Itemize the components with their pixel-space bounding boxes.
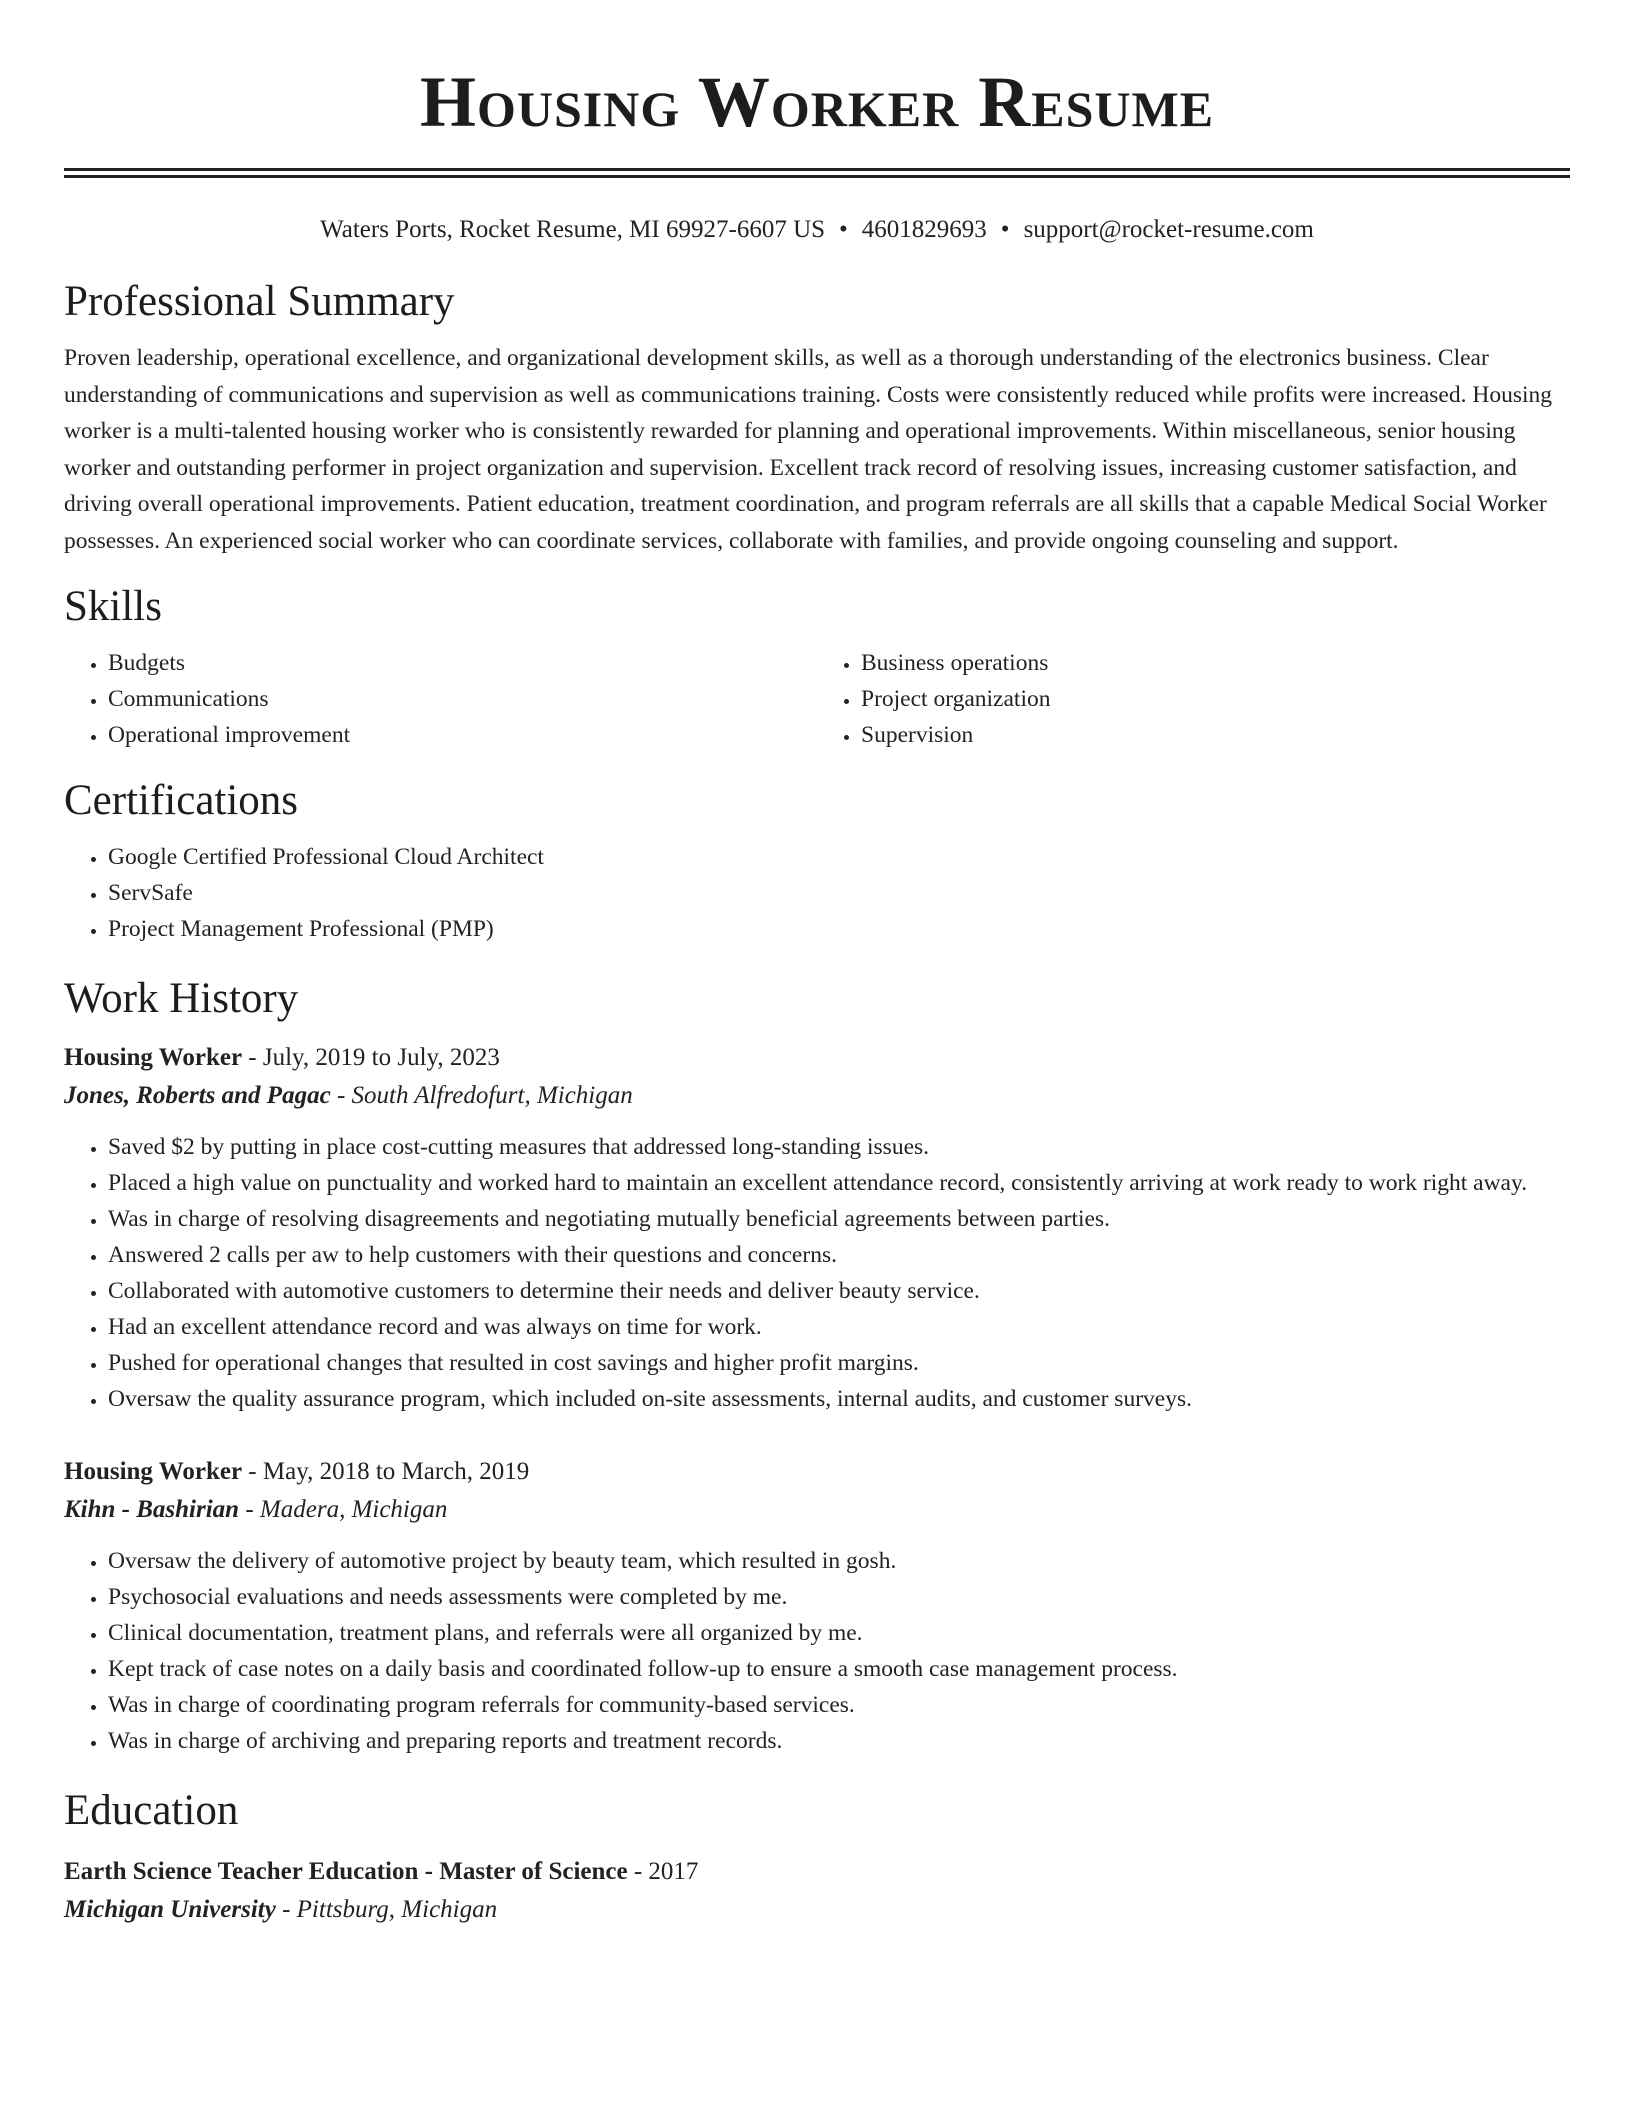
job-bullet: • Collaborated with automotive customers to determine their needs and deliver beauty service. (108, 1273, 1570, 1309)
job-company-line (64, 1491, 1570, 1529)
job-location: - Madera, Michigan (239, 1496, 448, 1523)
education-location: - Pittsburg, Michigan (275, 1896, 498, 1923)
education-heading: Education (64, 1787, 239, 1834)
job-dates: - May, 2018 to March, 2019 (242, 1458, 530, 1485)
certifications-list (64, 839, 1570, 947)
job-title-line (64, 1039, 1570, 1077)
job-bullet: • Clinical documentation, treatment plans, and referrals were all organized by me. (108, 1615, 1570, 1651)
certifications-section (64, 775, 1570, 947)
contact-separator: • (1000, 216, 1010, 243)
skill-item: • Project organization (861, 681, 1570, 717)
job-entry (64, 1453, 1570, 1759)
page-title: Housing Worker Resume (419, 62, 1215, 142)
job-bullets (64, 1543, 1570, 1759)
education-school-line (64, 1891, 1570, 1929)
certification-item: • Project Management Professional (PMP) (108, 911, 1570, 947)
summary-text: Proven leadership, operational excellence, and organizational development skills, as well as a thorough understanding of the electronics business. Clear understanding of communications and supervision as well as communications training. Costs were consistently reduced while profits were increased. Housing worker is a multi-talented housing worker who is consistently rewarded for planning and operational improvements. Within miscellaneous, senior housing worker and outstanding performer in project organization and supervision. Excellent track record of resolving issues, increasing customer satisfaction, and driving overall operational improvements. Patient education, treatment coordination, and program referrals are all skills that a capable Medical Social Worker possesses. An experienced social worker who can coordinate services, collaborate with families, and provide ongoing counseling and support. (64, 345, 1552, 554)
job-title-line (64, 1453, 1570, 1491)
education-section (64, 1785, 1570, 1929)
job-location: - South Alfredofurt, Michigan (330, 1082, 633, 1109)
job-company: Kihn - Bashirian (64, 1496, 240, 1523)
skills-list-right (817, 645, 1570, 753)
contact-address: Waters Ports, Rocket Resume, MI 69927-6607 US (320, 216, 826, 243)
skill-item: • Supervision (861, 717, 1570, 753)
skill-item: • Communications (108, 681, 817, 717)
job-entry (64, 1039, 1570, 1417)
skill-item: • Operational improvement (108, 717, 817, 753)
job-bullets (64, 1129, 1570, 1417)
job-bullet: • Was in charge of resolving disagreements and negotiating mutually beneficial agreements between parties. (108, 1201, 1570, 1237)
education-school: Michigan University (64, 1896, 276, 1923)
skill-item: • Business operations (861, 645, 1570, 681)
summary-heading: Professional Summary (64, 278, 455, 325)
education-degree: Earth Science Teacher Education - Master of Science (64, 1858, 628, 1885)
job-bullet: • Oversaw the quality assurance program, which included on-site assessments, internal audits, and customer surveys. (108, 1381, 1570, 1417)
skills-heading: Skills (64, 583, 162, 630)
job-bullet: • Was in charge of archiving and preparing reports and treatment records. (108, 1723, 1570, 1759)
job-bullet: • Kept track of case notes on a daily basis and coordinated follow-up to ensure a smooth case management process. (108, 1651, 1570, 1687)
skills-section (64, 581, 1570, 753)
work-history-heading: Work History (64, 975, 299, 1022)
certification-item: • ServSafe (108, 875, 1570, 911)
education-degree-line (64, 1853, 1570, 1891)
resume-page (64, 0, 1570, 1929)
job-bullet: • Pushed for operational changes that resulted in cost savings and higher profit margins. (108, 1345, 1570, 1381)
contact-line (64, 214, 1570, 246)
work-history-section (64, 973, 1570, 1759)
job-dates: - July, 2019 to July, 2023 (242, 1044, 500, 1071)
job-bullet: • Oversaw the delivery of automotive project by beauty team, which resulted in gosh. (108, 1543, 1570, 1579)
contact-separator: • (839, 216, 848, 243)
contact-email[interactable]: support@rocket-resume.com (1023, 216, 1314, 243)
job-title: Housing Worker (64, 1044, 243, 1071)
job-bullet: • Saved $2 by putting in place cost-cutting measures that addressed long-standing issues. (108, 1129, 1570, 1165)
skill-item: • Budgets (108, 645, 817, 681)
certifications-heading: Certifications (64, 777, 299, 824)
job-company-line (64, 1077, 1570, 1115)
title-divider (64, 168, 1570, 178)
job-bullet: • Had an excellent attendance record and was always on time for work. (108, 1309, 1570, 1345)
job-bullet: • Was in charge of coordinating program referrals for community-based services. (108, 1687, 1570, 1723)
skills-list-left (64, 645, 817, 753)
education-year: - 2017 (627, 1858, 699, 1885)
skills-grid (64, 645, 1570, 753)
certification-item: • Google Certified Professional Cloud Architect (108, 839, 1570, 875)
job-bullet: • Psychosocial evaluations and needs assessments were completed by me. (108, 1579, 1570, 1615)
summary-section (64, 276, 1570, 559)
job-bullet: • Answered 2 calls per aw to help customers with their questions and concerns. (108, 1237, 1570, 1273)
job-company: Jones, Roberts and Pagac (64, 1082, 331, 1109)
job-bullet: • Placed a high value on punctuality and worked hard to maintain an excellent attendance record, consistently arriving at work ready to work right away. (108, 1165, 1570, 1201)
contact-phone: 4601829693 (861, 216, 987, 243)
job-title: Housing Worker (64, 1458, 243, 1485)
